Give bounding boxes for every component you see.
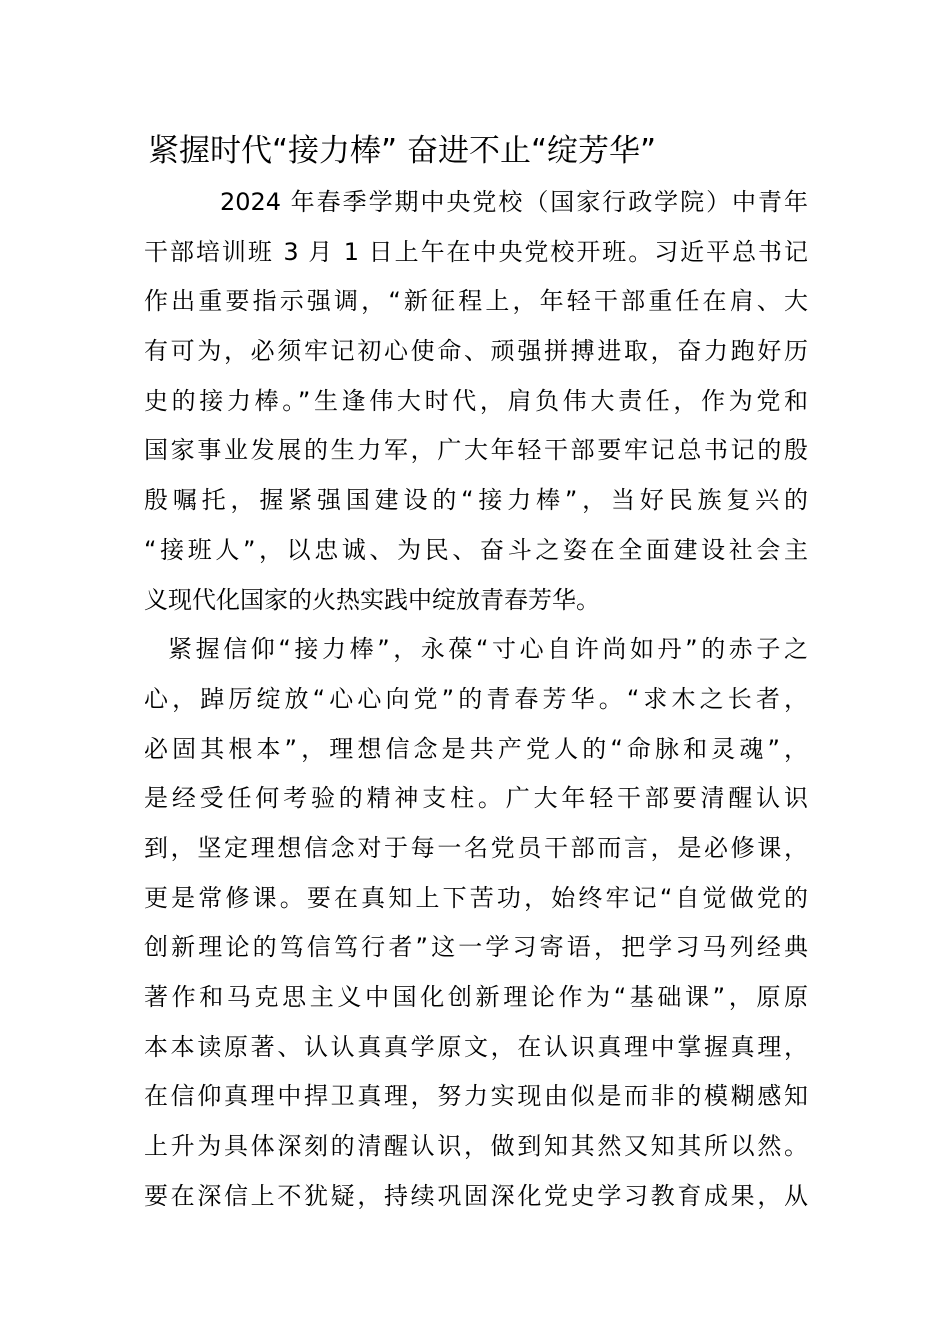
paragraph-2-line-10: 在信仰真理中捍卫真理，努力实现由似是而非的模糊感知 bbox=[144, 1082, 808, 1111]
paragraph-1-line-4: 有可为，必须牢记初心使命、顽强拼搏进取，奋力跑好历 bbox=[144, 337, 808, 366]
paragraph-2-line-3: 必固其根本”，理想信念是共产党人的“命脉和灵魂”， bbox=[144, 734, 808, 763]
paragraph-1-line-9: 义现代化国家的火热实践中绽放青春芳华。 bbox=[144, 585, 600, 614]
paragraph-2-line-12: 要在深信上不犹疑，持续巩固深化党史学习教育成果，从 bbox=[144, 1181, 808, 1210]
paragraph-2-line-5: 到，坚定理想信念对于每一名党员干部而言，是必修课， bbox=[144, 833, 808, 862]
paragraph-1-line-7: 殷嘱托，握紧强国建设的“接力棒”，当好民族复兴的 bbox=[144, 486, 808, 515]
paragraph-2-line-6: 更是常修课。要在真知上下苦功，始终牢记“自觉做党的 bbox=[144, 883, 808, 912]
paragraph-2-line-7: 创新理论的笃信笃行者”这一学习寄语，把学习马列经典 bbox=[144, 933, 808, 962]
paragraph-2-line-9: 本本读原著、认认真真学原文，在认识真理中掌握真理， bbox=[144, 1032, 808, 1061]
paragraph-1-line-6: 国家事业发展的生力军，广大年轻干部要牢记总书记的殷 bbox=[144, 436, 808, 465]
paragraph-1-line-5: 史的接力棒。”生逢伟大时代，肩负伟大责任，作为党和 bbox=[144, 386, 808, 415]
document-title: 紧握时代“接力棒” 奋进不止“绽芳华” bbox=[148, 133, 657, 169]
paragraph-1-line-3: 作出重要指示强调，“新征程上，年轻干部重任在肩、大 bbox=[144, 287, 808, 316]
paragraph-2-line-8: 著作和马克思主义中国化创新理论作为“基础课”，原原 bbox=[144, 983, 808, 1011]
document-body bbox=[144, 178, 808, 1221]
paragraph-2-line-1: 紧握信仰“接力棒”，永葆“寸心自许尚如丹”的赤子之 bbox=[168, 635, 808, 664]
paragraph-1-line-2: 干部培训班 3 月 1 日上午在中央党校开班。习近平总书记 bbox=[144, 237, 808, 266]
paragraph-1-line-1: 2024 年春季学期中央党校（国家行政学院）中青年 bbox=[220, 188, 808, 216]
paragraph-2-line-11: 上升为具体深刻的清醒认识，做到知其然又知其所以然。 bbox=[144, 1132, 808, 1161]
paragraph-2-line-2: 心，踔厉绽放“心心向党”的青春芳华。“求木之长者， bbox=[144, 684, 808, 713]
paragraph-1-line-8: “接班人”，以忠诚、为民、奋斗之姿在全面建设社会主 bbox=[144, 535, 808, 564]
paragraph-2-line-4: 是经受任何考验的精神支柱。广大年轻干部要清醒认识 bbox=[144, 784, 808, 813]
